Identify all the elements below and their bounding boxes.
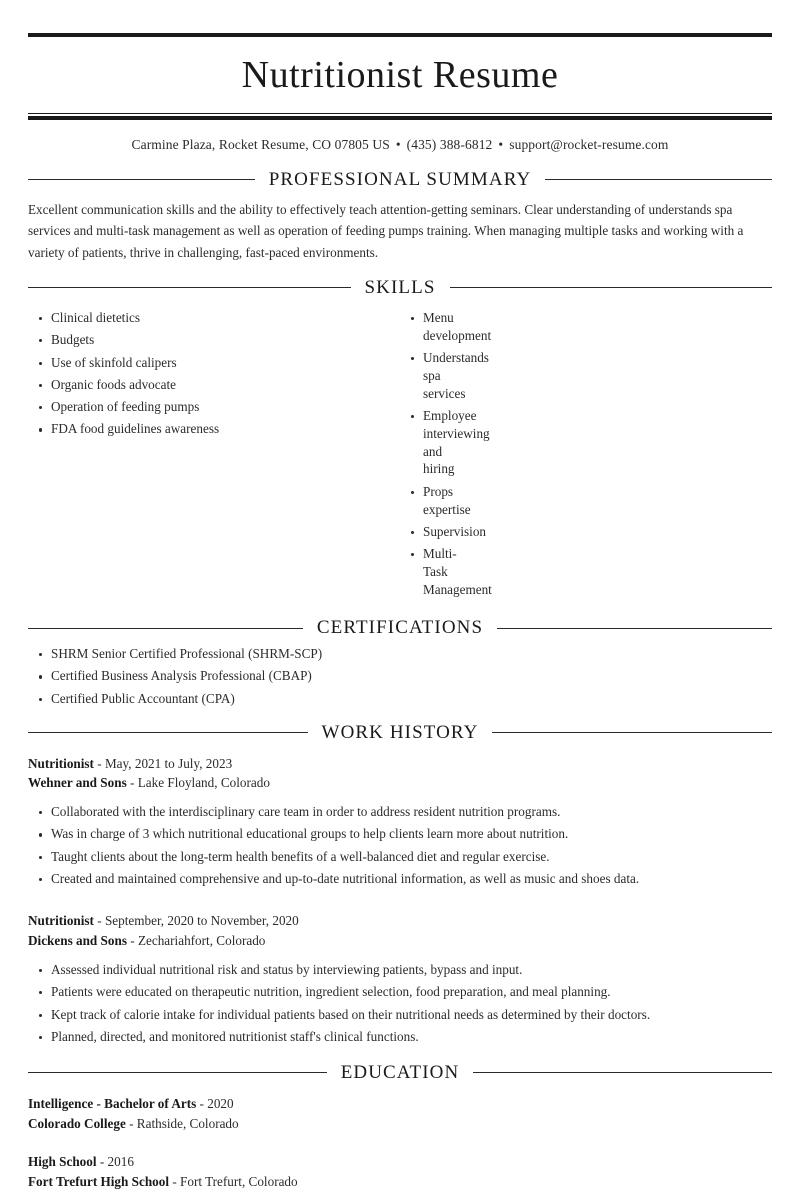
job-company-line	[28, 773, 772, 793]
education-degree-line	[28, 1094, 772, 1114]
job-dates: May, 2021 to July, 2023	[104, 755, 233, 771]
list-item: Kept track of calorie intake for individual patients based on their nutritional needs as determined by their doctors.	[28, 1006, 772, 1024]
education-school-separator: -	[172, 1174, 177, 1190]
header-rule-thick	[28, 116, 772, 120]
header-double-rule	[28, 113, 772, 120]
education-school: Fort Trefurt High School	[28, 1174, 170, 1190]
education-school-separator: -	[129, 1115, 134, 1131]
section-title-text: WORK HISTORY	[321, 721, 479, 743]
job-company-line	[28, 931, 772, 951]
job-company: Wehner and Sons	[28, 775, 127, 791]
section-heading-education	[28, 1062, 772, 1084]
heading-rule-right	[473, 1072, 772, 1073]
page-title: Nutritionist Resume	[241, 54, 559, 96]
job-company-separator: -	[130, 775, 135, 791]
section-education	[28, 1062, 772, 1192]
heading-rule-right	[545, 179, 772, 180]
heading-rule-right	[450, 287, 773, 288]
list-item: Organic foods advocate	[28, 376, 400, 394]
education-spacer	[28, 1133, 772, 1142]
education-school-line	[28, 1114, 772, 1134]
heading-rule-left	[28, 1072, 327, 1073]
education-degree-line	[28, 1152, 772, 1172]
list-item: Patients were educated on therapeutic nutrition, ingredient selection, food preparation, and meal planning.	[28, 983, 772, 1001]
section-heading-certifications	[28, 617, 772, 639]
work-history-entry	[28, 911, 772, 1045]
heading-rule-left	[28, 179, 255, 180]
list-item: Employee interviewing and hiring	[400, 407, 424, 478]
education-year: 2016	[107, 1154, 134, 1170]
job-responsibilities-list	[28, 961, 772, 1046]
section-title-text: SKILLS	[364, 276, 436, 298]
education-school-line	[28, 1172, 772, 1192]
section-heading-work-history	[28, 722, 772, 744]
list-item: Clinical dietetics	[28, 309, 400, 327]
list-item: Was in charge of 3 which nutritional educational groups to help clients learn more about nutrition.	[28, 825, 772, 843]
list-item: Collaborated with the interdisciplinary care team in order to address resident nutrition programs.	[28, 803, 772, 821]
section-skills	[28, 277, 772, 603]
job-title-separator: -	[97, 755, 102, 771]
job-title-separator: -	[97, 913, 102, 929]
summary-paragraph: Excellent communication skills and the ability to effectively teach attention-getting seminars. Clear understanding of understands spa services and multi-task management as well as operation of feeding pumps training. When managing multiple tasks and working with a variety of patients, thrive in challenging, fast-paced environments.	[28, 201, 744, 260]
contact-separator-1: •	[395, 136, 401, 152]
skills-columns	[28, 305, 772, 603]
section-professional-summary	[28, 169, 772, 263]
section-work-history	[28, 722, 772, 1046]
section-title-text: PROFESSIONAL SUMMARY	[268, 168, 532, 190]
contact-separator-2: •	[498, 136, 504, 152]
job-title: Nutritionist	[28, 913, 94, 929]
education-degree-separator: -	[199, 1095, 204, 1111]
list-item: Budgets	[28, 331, 400, 349]
job-title-line	[28, 754, 772, 774]
heading-rule-left	[28, 732, 308, 733]
heading-rule-left	[28, 287, 351, 288]
list-item: Assessed individual nutritional risk and status by interviewing patients, bypass and input.	[28, 961, 772, 979]
education-year: 2020	[207, 1095, 234, 1111]
list-item: Certified Business Analysis Professional (CBAP)	[28, 667, 772, 685]
list-item: Certified Public Accountant (CPA)	[28, 690, 772, 708]
list-item: Created and maintained comprehensive and up-to-date nutritional information, as well as music and shoes data.	[28, 870, 772, 888]
certifications-list	[28, 645, 772, 707]
list-item: Props expertise	[400, 483, 424, 519]
work-history-spacer	[28, 892, 772, 901]
contact-phone: (435) 388-6812	[406, 136, 493, 152]
education-location: Fort Trefurt, Colorado	[180, 1174, 298, 1190]
education-school: Colorado College	[28, 1115, 126, 1131]
section-heading-professional-summary	[28, 169, 772, 191]
contact-email: support@rocket-resume.com	[509, 136, 669, 152]
job-title: Nutritionist	[28, 755, 94, 771]
work-history-entry	[28, 754, 772, 888]
header-top-rule	[28, 33, 772, 37]
education-entry	[28, 1094, 772, 1134]
education-degree: High School	[28, 1154, 97, 1170]
section-heading-skills	[28, 277, 772, 299]
job-company: Dickens and Sons	[28, 933, 127, 949]
job-responsibilities-list	[28, 803, 772, 888]
job-dates: September, 2020 to November, 2020	[104, 913, 299, 929]
section-certifications	[28, 617, 772, 707]
list-item: Use of skinfold calipers	[28, 354, 400, 372]
list-item: FDA food guidelines awareness	[28, 420, 400, 438]
section-title-text: CERTIFICATIONS	[316, 617, 484, 639]
heading-rule-right	[492, 732, 772, 733]
list-item: Operation of feeding pumps	[28, 398, 400, 416]
list-item: Understands spa services	[400, 349, 424, 402]
job-title-line	[28, 911, 772, 931]
contact-address: Carmine Plaza, Rocket Resume, CO 07805 US	[131, 136, 390, 152]
education-entry	[28, 1152, 772, 1192]
education-degree: Intelligence - Bachelor of Arts	[28, 1095, 197, 1111]
heading-rule-left	[28, 628, 303, 629]
section-title-text: EDUCATION	[340, 1061, 460, 1083]
contact-line	[28, 137, 772, 153]
skills-list-right	[400, 309, 492, 599]
list-item: Supervision	[400, 523, 424, 541]
list-item: SHRM Senior Certified Professional (SHRM-SCP)	[28, 645, 772, 663]
job-location: Zechariahfort, Colorado	[137, 933, 266, 949]
job-company-separator: -	[130, 933, 135, 949]
list-item: Taught clients about the long-term health benefits of a well-balanced diet and regular exercise.	[28, 848, 772, 866]
education-degree-separator: -	[99, 1154, 105, 1170]
job-location: Lake Floyland, Colorado	[137, 775, 270, 791]
list-item: Menu development	[400, 309, 424, 345]
education-location: Rathside, Colorado	[136, 1115, 239, 1131]
list-item: Multi-Task Management	[400, 545, 424, 598]
heading-rule-right	[497, 628, 772, 629]
list-item: Planned, directed, and monitored nutritionist staff's clinical functions.	[28, 1028, 772, 1046]
skills-column-right	[52, 305, 492, 603]
